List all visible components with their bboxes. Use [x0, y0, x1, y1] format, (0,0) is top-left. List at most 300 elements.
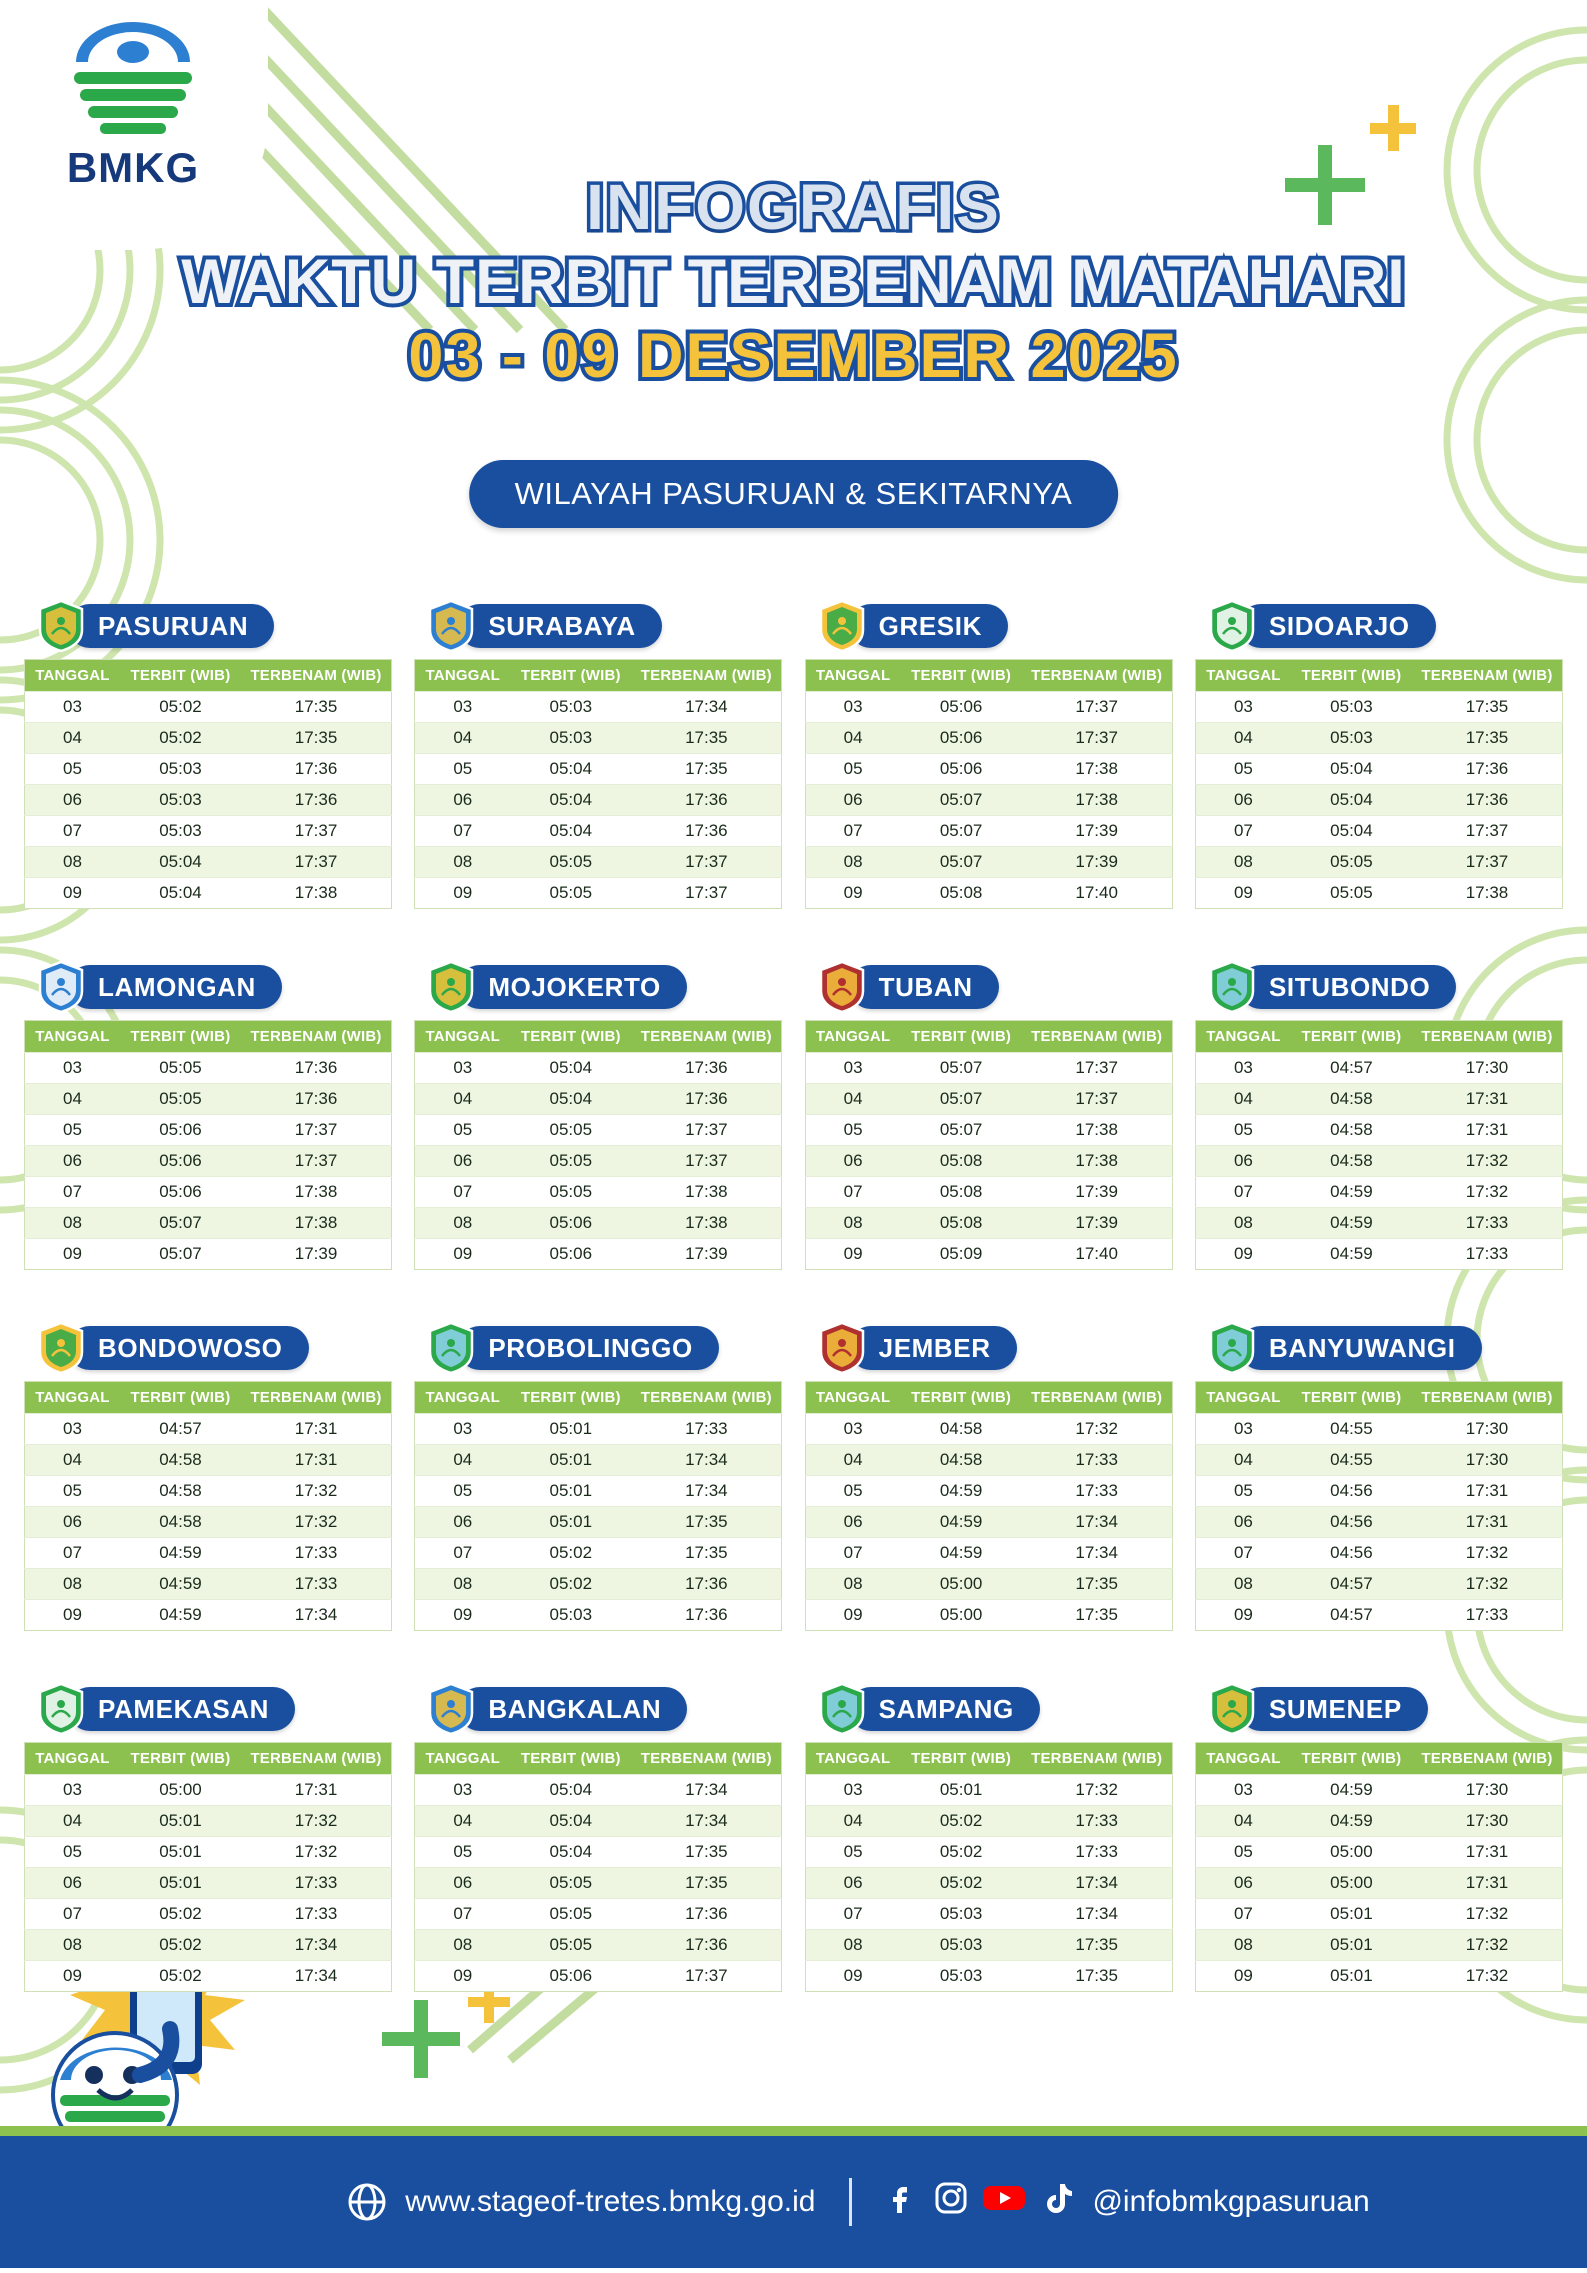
cell-sunrise: 05:03 [901, 1930, 1022, 1961]
cell-sunrise: 05:01 [1291, 1961, 1412, 1992]
cell-sunrise: 04:56 [1291, 1476, 1412, 1507]
cell-sunset: 17:35 [631, 754, 781, 785]
title-line-3: 03 - 09 DESEMBER 2025 [408, 321, 1179, 391]
column-header-sunset: TERBENAM (WIB) [241, 1382, 391, 1414]
cell-sunrise: 05:06 [510, 1208, 631, 1239]
column-header-date: TANGGAL [25, 1021, 120, 1053]
cell-sunrise: 05:03 [120, 816, 241, 847]
table-row [415, 1084, 782, 1115]
cell-date: 03 [1195, 1053, 1290, 1084]
city-name-pill: JEMBER [849, 1326, 1017, 1370]
column-header-date: TANGGAL [1195, 1021, 1290, 1053]
table-row [25, 754, 392, 785]
sumenep-crest-icon [1209, 1683, 1255, 1735]
table-row [805, 1868, 1172, 1899]
cell-sunrise: 04:58 [901, 1445, 1022, 1476]
cell-sunset: 17:31 [241, 1445, 391, 1476]
cell-sunset: 17:34 [1022, 1538, 1172, 1569]
table-row [25, 1569, 392, 1600]
cell-date: 08 [805, 1208, 900, 1239]
cell-date: 04 [805, 1084, 900, 1115]
cell-sunset: 17:35 [1022, 1569, 1172, 1600]
cell-date: 07 [1195, 1538, 1290, 1569]
page-header [0, 0, 1587, 600]
table-row [25, 1414, 392, 1445]
table-row [25, 785, 392, 816]
cell-sunset: 17:36 [241, 1084, 391, 1115]
cell-date: 06 [415, 1507, 510, 1538]
cell-sunset: 17:35 [631, 1868, 781, 1899]
cell-sunrise: 05:04 [510, 1053, 631, 1084]
cell-date: 06 [805, 785, 900, 816]
cell-sunset: 17:31 [241, 1775, 391, 1806]
cell-date: 06 [1195, 1146, 1290, 1177]
cell-date: 03 [415, 692, 510, 723]
cell-sunrise: 04:59 [120, 1538, 241, 1569]
cell-sunset: 17:32 [1412, 1899, 1562, 1930]
table-header-row [25, 1021, 392, 1053]
cell-date: 08 [805, 847, 900, 878]
cell-sunset: 17:36 [631, 1600, 781, 1631]
cell-date: 08 [415, 847, 510, 878]
card-row [24, 961, 1563, 1270]
cell-sunset: 17:35 [1022, 1930, 1172, 1961]
cell-sunrise: 05:04 [120, 878, 241, 909]
cell-sunrise: 05:07 [901, 847, 1022, 878]
cell-sunrise: 04:59 [120, 1600, 241, 1631]
city-name-pill: LAMONGAN [68, 965, 282, 1009]
table-header-row [1195, 660, 1562, 692]
cell-sunset: 17:39 [1022, 816, 1172, 847]
cell-date: 03 [1195, 1414, 1290, 1445]
cell-date: 03 [805, 1775, 900, 1806]
table-row [415, 1177, 782, 1208]
column-header-sunrise: TERBIT (WIB) [510, 1021, 631, 1053]
cell-sunset: 17:37 [1412, 816, 1562, 847]
cell-sunset: 17:36 [631, 1899, 781, 1930]
table-row [1195, 1507, 1562, 1538]
table-row [1195, 1445, 1562, 1476]
cell-sunrise: 05:00 [901, 1569, 1022, 1600]
table-row [25, 1868, 392, 1899]
cell-sunset: 17:34 [631, 1775, 781, 1806]
table-header-row [805, 1743, 1172, 1775]
card-header [1195, 600, 1563, 652]
cell-date: 05 [415, 1837, 510, 1868]
cell-sunrise: 05:05 [510, 1899, 631, 1930]
cell-sunset: 17:32 [1022, 1775, 1172, 1806]
cell-sunset: 17:33 [1022, 1445, 1172, 1476]
cell-sunset: 17:38 [1022, 754, 1172, 785]
sun-times-table [805, 1020, 1173, 1270]
cell-sunrise: 05:07 [901, 1084, 1022, 1115]
cell-sunrise: 04:55 [1291, 1445, 1412, 1476]
cell-sunset: 17:33 [241, 1569, 391, 1600]
column-header-sunset: TERBENAM (WIB) [1412, 1382, 1562, 1414]
cell-date: 03 [805, 1053, 900, 1084]
cell-sunrise: 05:06 [901, 692, 1022, 723]
cell-sunrise: 05:04 [1291, 754, 1412, 785]
cell-date: 07 [805, 816, 900, 847]
cell-date: 08 [1195, 1930, 1290, 1961]
table-row [25, 1208, 392, 1239]
cell-sunrise: 04:59 [901, 1507, 1022, 1538]
table-row [805, 1538, 1172, 1569]
column-header-date: TANGGAL [1195, 660, 1290, 692]
table-row [805, 1115, 1172, 1146]
table-row [1195, 1414, 1562, 1445]
cell-sunrise: 05:07 [120, 1208, 241, 1239]
table-row [25, 1177, 392, 1208]
city-card [24, 600, 392, 909]
cell-sunrise: 05:01 [901, 1775, 1022, 1806]
cell-sunrise: 05:00 [1291, 1837, 1412, 1868]
cell-sunset: 17:30 [1412, 1414, 1562, 1445]
cell-sunset: 17:31 [1412, 1837, 1562, 1868]
cell-date: 06 [1195, 1868, 1290, 1899]
cell-sunset: 17:31 [241, 1414, 391, 1445]
cell-sunset: 17:31 [1412, 1507, 1562, 1538]
cell-sunset: 17:38 [631, 1208, 781, 1239]
city-name-pill: SURABAYA [458, 604, 661, 648]
city-card [24, 961, 392, 1270]
sun-times-table [1195, 659, 1563, 909]
city-card [805, 1322, 1173, 1631]
cell-date: 03 [1195, 1775, 1290, 1806]
cell-sunrise: 05:09 [901, 1239, 1022, 1270]
cell-sunrise: 04:57 [1291, 1600, 1412, 1631]
cell-sunset: 17:33 [1412, 1600, 1562, 1631]
cell-sunset: 17:33 [241, 1899, 391, 1930]
sun-times-table [1195, 1020, 1563, 1270]
cell-date: 03 [415, 1775, 510, 1806]
region-subtitle: WILAYAH PASURUAN & SEKITARNYA [469, 460, 1119, 528]
cell-sunrise: 05:05 [510, 1115, 631, 1146]
cell-sunset: 17:37 [1022, 1084, 1172, 1115]
cell-sunset: 17:39 [631, 1239, 781, 1270]
sun-times-table [24, 659, 392, 909]
column-header-sunrise: TERBIT (WIB) [901, 660, 1022, 692]
table-row [25, 1899, 392, 1930]
column-header-date: TANGGAL [805, 1021, 900, 1053]
table-row [1195, 816, 1562, 847]
banyuwangi-crest-icon [1209, 1322, 1255, 1374]
cell-date: 05 [415, 1476, 510, 1507]
cell-sunset: 17:36 [631, 785, 781, 816]
cell-sunrise: 05:03 [901, 1899, 1022, 1930]
cell-sunset: 17:39 [1022, 1177, 1172, 1208]
cell-date: 09 [1195, 878, 1290, 909]
title-line-2: WAKTU TERBIT TERBENAM MATAHARI [181, 247, 1406, 317]
cell-sunrise: 04:59 [901, 1538, 1022, 1569]
cell-date: 04 [415, 1806, 510, 1837]
table-row [1195, 1569, 1562, 1600]
cell-date: 05 [415, 754, 510, 785]
cell-date: 05 [1195, 1115, 1290, 1146]
cell-sunset: 17:33 [241, 1868, 391, 1899]
tuban-crest-icon [819, 961, 865, 1013]
cell-sunset: 17:32 [241, 1837, 391, 1868]
cell-sunset: 17:32 [1412, 1146, 1562, 1177]
table-row [805, 785, 1172, 816]
footer-website[interactable]: www.stageof-tretes.bmkg.go.id [405, 2185, 816, 2218]
cell-date: 04 [415, 1084, 510, 1115]
table-row [415, 785, 782, 816]
cell-date: 09 [1195, 1600, 1290, 1631]
cell-sunset: 17:34 [631, 1445, 781, 1476]
cell-date: 07 [415, 1177, 510, 1208]
table-row [25, 878, 392, 909]
table-row [415, 1806, 782, 1837]
plus-decoration-yellow [1370, 105, 1416, 151]
cell-date: 05 [805, 754, 900, 785]
sun-times-table [1195, 1381, 1563, 1631]
cell-sunrise: 05:04 [510, 1775, 631, 1806]
table-row [805, 878, 1172, 909]
table-row [415, 1208, 782, 1239]
cell-sunset: 17:33 [241, 1538, 391, 1569]
cell-sunset: 17:32 [241, 1476, 391, 1507]
city-card [414, 600, 782, 909]
cell-sunset: 17:31 [1412, 1476, 1562, 1507]
card-header [805, 1683, 1173, 1735]
table-row [1195, 878, 1562, 909]
table-row [415, 1414, 782, 1445]
cell-sunrise: 05:00 [120, 1775, 241, 1806]
table-row [415, 692, 782, 723]
cell-sunset: 17:35 [631, 1837, 781, 1868]
table-row [1195, 1930, 1562, 1961]
table-row [415, 1600, 782, 1631]
column-header-sunset: TERBENAM (WIB) [241, 660, 391, 692]
cell-date: 06 [805, 1868, 900, 1899]
footer-bar [0, 2136, 1587, 2268]
cell-sunset: 17:30 [1412, 1445, 1562, 1476]
cell-date: 04 [805, 1445, 900, 1476]
column-header-date: TANGGAL [1195, 1382, 1290, 1414]
table-row [415, 816, 782, 847]
cell-sunrise: 05:04 [510, 785, 631, 816]
table-row [805, 1930, 1172, 1961]
column-header-sunset: TERBENAM (WIB) [631, 1382, 781, 1414]
cell-sunset: 17:37 [631, 1146, 781, 1177]
column-header-sunset: TERBENAM (WIB) [1412, 1021, 1562, 1053]
cell-sunrise: 05:05 [120, 1084, 241, 1115]
mojokerto-crest-icon [428, 961, 474, 1013]
cell-sunrise: 05:01 [1291, 1930, 1412, 1961]
column-header-sunrise: TERBIT (WIB) [1291, 1021, 1412, 1053]
table-row [415, 1053, 782, 1084]
card-row [24, 1322, 1563, 1631]
cell-date: 09 [415, 878, 510, 909]
cell-date: 08 [25, 1208, 120, 1239]
jember-crest-icon [819, 1322, 865, 1374]
cell-date: 06 [415, 1146, 510, 1177]
cell-date: 07 [1195, 816, 1290, 847]
cell-sunset: 17:34 [241, 1961, 391, 1992]
cell-date: 05 [25, 1115, 120, 1146]
column-header-sunrise: TERBIT (WIB) [510, 1743, 631, 1775]
card-header [24, 600, 392, 652]
column-header-date: TANGGAL [805, 1743, 900, 1775]
cell-sunrise: 05:00 [1291, 1868, 1412, 1899]
sun-times-table [805, 1381, 1173, 1631]
table-row [1195, 1177, 1562, 1208]
cell-sunset: 17:30 [1412, 1775, 1562, 1806]
cell-sunrise: 04:59 [1291, 1806, 1412, 1837]
cell-sunrise: 05:06 [120, 1115, 241, 1146]
table-row [805, 1146, 1172, 1177]
cell-sunset: 17:32 [1022, 1414, 1172, 1445]
footer-social-handle[interactable]: @infobmkgpasuruan [1092, 2185, 1370, 2218]
cell-sunrise: 05:06 [120, 1177, 241, 1208]
cell-sunset: 17:35 [631, 1538, 781, 1569]
column-header-sunset: TERBENAM (WIB) [241, 1743, 391, 1775]
column-header-sunset: TERBENAM (WIB) [1022, 1743, 1172, 1775]
cell-sunset: 17:35 [1022, 1600, 1172, 1631]
cell-sunrise: 05:06 [901, 754, 1022, 785]
cell-sunrise: 05:01 [510, 1414, 631, 1445]
city-card [1195, 1683, 1563, 1992]
facebook-icon[interactable] [886, 2181, 920, 2223]
cell-sunrise: 05:07 [901, 816, 1022, 847]
sidoarjo-crest-icon [1209, 600, 1255, 652]
cell-date: 07 [805, 1538, 900, 1569]
cell-sunset: 17:31 [1412, 1084, 1562, 1115]
table-header-row [1195, 1382, 1562, 1414]
cell-date: 09 [25, 1239, 120, 1270]
cell-date: 06 [415, 1868, 510, 1899]
cell-sunset: 17:36 [631, 1084, 781, 1115]
table-row [415, 1445, 782, 1476]
table-row [1195, 785, 1562, 816]
column-header-date: TANGGAL [415, 660, 510, 692]
cell-sunrise: 05:07 [120, 1239, 241, 1270]
column-header-sunset: TERBENAM (WIB) [631, 1743, 781, 1775]
cell-date: 03 [805, 1414, 900, 1445]
city-card [24, 1683, 392, 1992]
cell-date: 04 [415, 723, 510, 754]
youtube-icon[interactable] [982, 2181, 1026, 2223]
sun-times-table [24, 1742, 392, 1992]
cell-sunrise: 05:01 [510, 1445, 631, 1476]
cell-sunset: 17:35 [1412, 692, 1562, 723]
cell-date: 09 [805, 878, 900, 909]
cell-sunset: 17:38 [241, 1177, 391, 1208]
cell-sunrise: 05:07 [901, 1115, 1022, 1146]
table-header-row [415, 1382, 782, 1414]
column-header-date: TANGGAL [25, 660, 120, 692]
cell-date: 05 [1195, 754, 1290, 785]
sun-times-table [414, 1742, 782, 1992]
sun-times-table [1195, 1742, 1563, 1992]
table-row [805, 1414, 1172, 1445]
table-row [415, 1146, 782, 1177]
column-header-sunset: TERBENAM (WIB) [631, 1021, 781, 1053]
cell-sunrise: 04:58 [1291, 1115, 1412, 1146]
cell-date: 09 [415, 1239, 510, 1270]
table-row [415, 1115, 782, 1146]
footer-divider [0, 2126, 1587, 2136]
cell-sunset: 17:34 [1022, 1899, 1172, 1930]
column-header-date: TANGGAL [805, 1382, 900, 1414]
cell-date: 06 [1195, 785, 1290, 816]
table-row [805, 1961, 1172, 1992]
cell-sunrise: 04:58 [1291, 1084, 1412, 1115]
tiktok-icon[interactable] [1040, 2181, 1074, 2223]
city-name-pill: SAMPANG [849, 1687, 1040, 1731]
cell-date: 05 [1195, 1476, 1290, 1507]
cell-sunrise: 05:05 [120, 1053, 241, 1084]
cell-sunset: 17:33 [1022, 1806, 1172, 1837]
card-header [1195, 961, 1563, 1013]
cell-date: 05 [415, 1115, 510, 1146]
cell-sunset: 17:32 [1412, 1569, 1562, 1600]
cell-sunrise: 05:04 [1291, 816, 1412, 847]
cell-sunrise: 05:03 [1291, 723, 1412, 754]
cell-sunrise: 04:56 [1291, 1507, 1412, 1538]
cell-sunset: 17:39 [1022, 847, 1172, 878]
instagram-icon[interactable] [934, 2181, 968, 2223]
column-header-date: TANGGAL [415, 1743, 510, 1775]
cell-sunrise: 04:58 [120, 1445, 241, 1476]
cell-date: 09 [805, 1239, 900, 1270]
cell-date: 09 [1195, 1961, 1290, 1992]
cell-sunrise: 04:57 [120, 1414, 241, 1445]
cell-sunset: 17:32 [241, 1507, 391, 1538]
table-row [415, 1507, 782, 1538]
table-row [805, 1053, 1172, 1084]
column-header-sunrise: TERBIT (WIB) [901, 1021, 1022, 1053]
surabaya-crest-icon [428, 600, 474, 652]
cell-sunset: 17:37 [241, 1115, 391, 1146]
cell-date: 04 [805, 1806, 900, 1837]
cell-date: 08 [25, 1569, 120, 1600]
cell-date: 03 [415, 1414, 510, 1445]
cell-sunset: 17:36 [1412, 754, 1562, 785]
cell-sunset: 17:34 [631, 692, 781, 723]
table-row [415, 878, 782, 909]
cell-sunrise: 04:59 [901, 1476, 1022, 1507]
cell-sunrise: 05:01 [1291, 1899, 1412, 1930]
table-row [25, 1239, 392, 1270]
column-header-sunrise: TERBIT (WIB) [120, 1743, 241, 1775]
cell-date: 03 [1195, 692, 1290, 723]
cell-date: 07 [1195, 1899, 1290, 1930]
table-row [415, 847, 782, 878]
city-card [414, 1322, 782, 1631]
cell-sunrise: 05:06 [120, 1146, 241, 1177]
cell-sunset: 17:37 [631, 1961, 781, 1992]
city-name-pill: BANYUWANGI [1239, 1326, 1482, 1370]
cell-sunrise: 05:01 [120, 1806, 241, 1837]
column-header-sunset: TERBENAM (WIB) [1412, 1743, 1562, 1775]
lamongan-crest-icon [38, 961, 84, 1013]
cell-sunset: 17:39 [1022, 1208, 1172, 1239]
cell-sunrise: 05:01 [120, 1868, 241, 1899]
cell-sunrise: 05:03 [120, 754, 241, 785]
table-row [1195, 1208, 1562, 1239]
cell-date: 07 [25, 1899, 120, 1930]
column-header-date: TANGGAL [415, 1382, 510, 1414]
cell-sunrise: 04:56 [1291, 1538, 1412, 1569]
cell-sunset: 17:37 [1412, 847, 1562, 878]
table-row [415, 1239, 782, 1270]
city-name-pill: SIDOARJO [1239, 604, 1436, 648]
cell-date: 03 [25, 692, 120, 723]
cell-sunrise: 05:08 [901, 1177, 1022, 1208]
column-header-sunset: TERBENAM (WIB) [241, 1021, 391, 1053]
